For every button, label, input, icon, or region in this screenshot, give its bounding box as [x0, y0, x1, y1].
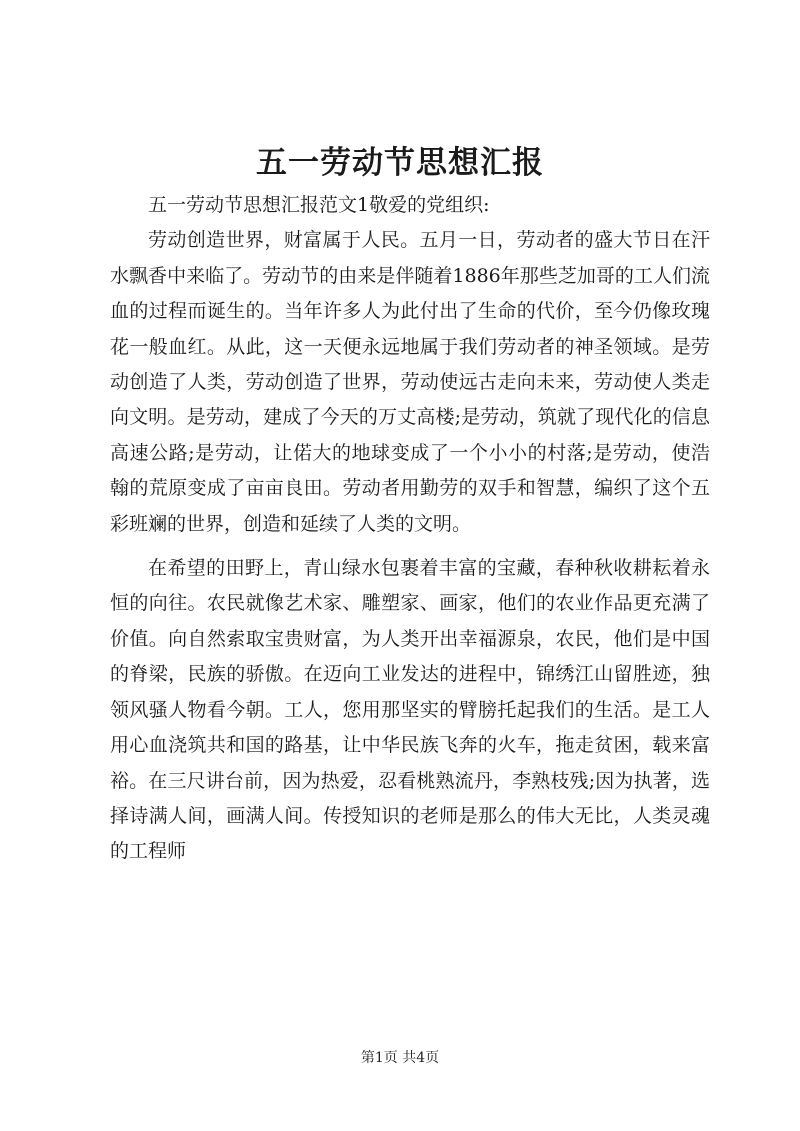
- paragraph-farmers-workers-teachers: 在希望的田野上，青山绿水包裹着丰富的宝藏，春种秋收耕耘着永恒的向往。农民就像艺术家、雕塑家、画家，他们的农业作品更充满了价值。向自然索取宝贵财富，为人类开出幸福源泉，农民，他们是中国的脊梁，民族的骄傲。在迈向工业发达的进程中，锦绣江山留胜迹，独领风骚人物看今朝。工人，您用那坚实的臂膀托起我们的生活。是工人用心血浇筑共和国的路基，让中华民族飞奔的火车，拖走贫困，载来富裕。在三尺讲台前，因为热爱，忍看桃熟流丹，李熟枝残;因为执著，选择诗满人间，画满人间。传授知识的老师是那么的伟大无比，人类灵魂的工程师: [110, 557, 710, 863]
- paragraph-labor-creates-world: 劳动创造世界，财富属于人民。五月一日，劳动者的盛大节日在汗水飘香中来临了。劳动节的由来是伴随着1886年那些芝加哥的工人们流血的过程而诞生的。当年许多人为此付出了生命的代价，至今仍像玫瑰花一般血红。从此，这一天便永远地属于我们劳动者的神圣领域。是劳动创造了人类，劳动创造了世界，劳动使远古走向未来，劳动使人类走向文明。是劳动，建成了今天的万丈高楼;是劳动，筑就了现代化的信息高速公路;是劳动，让偌大的地球变成了一个小小的村落;是劳动，使浩翰的荒原变成了亩亩良田。劳动者用勤劳的双手和智慧，编织了这个五彩班斓的世界，创造和延续了人类的文明。: [110, 229, 710, 535]
- paragraph-salutation: 五一劳动节思想汇报范文1敬爱的党组织:: [148, 194, 490, 216]
- page-footer: 第1页 共4页: [360, 1050, 440, 1066]
- document-body: [110, 188, 710, 870]
- document-title: 五一劳动节思想汇报: [256, 145, 544, 181]
